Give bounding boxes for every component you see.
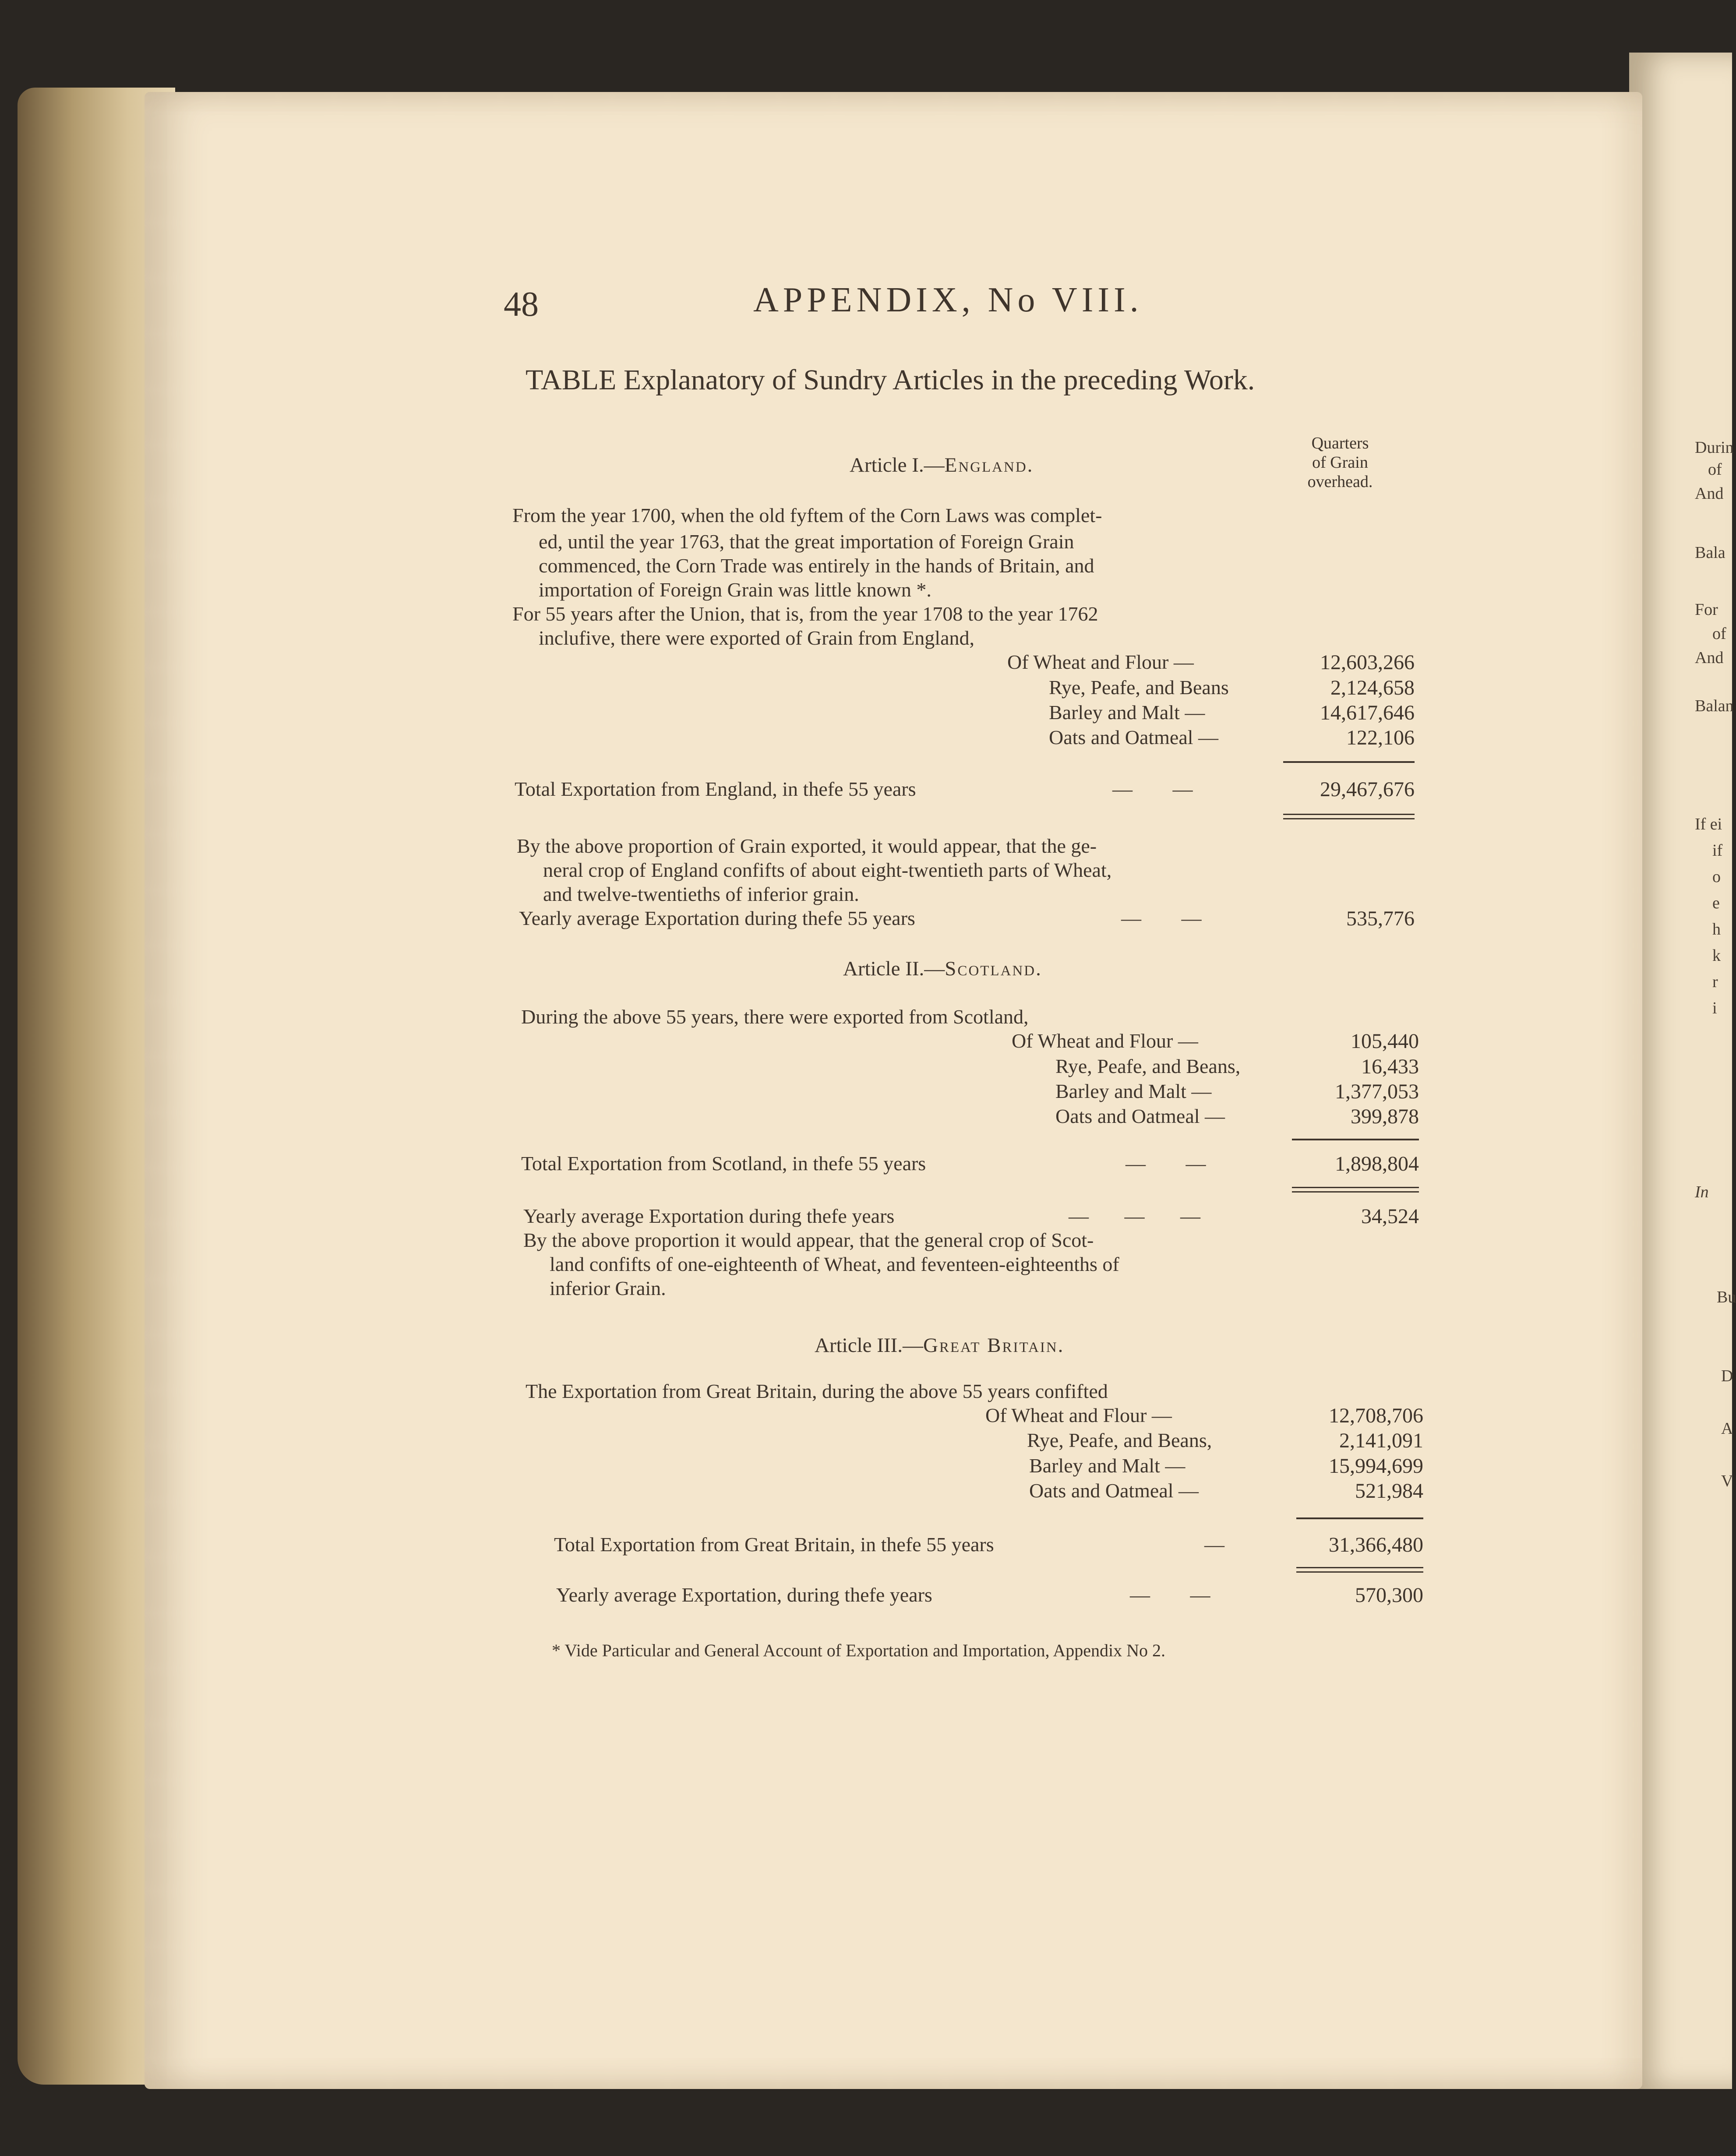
- table-row-value: 521,984: [1355, 1479, 1423, 1503]
- table-row-value: 2,124,658: [1330, 676, 1415, 699]
- table-row-label: Barley and Malt —: [1049, 701, 1205, 723]
- article-heading-prefix: Article II.—: [843, 957, 945, 980]
- paragraph-line: and twelve-twentieths of inferior grain.: [543, 883, 859, 905]
- table-row-value: 105,440: [1351, 1030, 1419, 1053]
- facing-page-fragment: A: [1721, 1419, 1733, 1438]
- facing-page-fragment: V: [1721, 1472, 1733, 1490]
- facing-page-fragment: And: [1695, 484, 1724, 503]
- average-dashes: — —: [1130, 1584, 1210, 1606]
- average-value: 570,300: [1355, 1584, 1423, 1607]
- total-value: 1,898,804: [1335, 1152, 1419, 1175]
- paragraph-line: During the above 55 years, there were exported from Scotland,: [521, 1006, 1029, 1028]
- paragraph-line: From the year 1700, when the old fyftem of the Corn Laws was complet-: [512, 504, 1102, 526]
- facing-page-fragment: If ei: [1695, 815, 1722, 833]
- facing-page-fragment: h: [1712, 920, 1721, 939]
- paragraph-line: inferior Grain.: [550, 1277, 666, 1299]
- table-row-value: 12,708,706: [1329, 1404, 1423, 1427]
- table-row-value: 15,994,699: [1329, 1454, 1423, 1478]
- paragraph-line: commenced, the Corn Trade was entirely in the hands of Britain, and: [539, 554, 1094, 577]
- total-label: Total Exportation from England, in thefe 55 years: [515, 778, 916, 800]
- facing-page-fragment: Durin: [1695, 438, 1734, 457]
- article-heading-name: Great Britain.: [923, 1334, 1065, 1357]
- table-row-label: Oats and Oatmeal —: [1055, 1105, 1225, 1127]
- facing-page-fragment: o: [1712, 868, 1721, 886]
- article-2-heading: [843, 957, 1042, 981]
- paragraph-line: ed, until the year 1763, that the great importation of Foreign Grain: [539, 530, 1074, 553]
- total-rule: [1292, 1187, 1419, 1188]
- table-row-label: Oats and Oatmeal —: [1029, 1479, 1199, 1502]
- table-row-label: Rye, Peafe, and Beans,: [1055, 1055, 1241, 1077]
- table-row-value: 122,106: [1346, 726, 1415, 749]
- table-row-label: Rye, Peafe, and Beans,: [1027, 1429, 1212, 1451]
- paragraph-line: importation of Foreign Grain was little known *.: [539, 579, 932, 601]
- table-row-label: Of Wheat and Flour —: [1012, 1030, 1198, 1052]
- total-rule: [1283, 814, 1415, 815]
- facing-page: [1629, 53, 1736, 2089]
- article-3-heading: [815, 1334, 1064, 1357]
- table-row-value: 12,603,266: [1320, 651, 1415, 674]
- table-row-value: 399,878: [1351, 1105, 1419, 1128]
- total-label: Total Exportation from Great Britain, in thefe 55 years: [554, 1533, 994, 1556]
- table-row-value: 16,433: [1361, 1055, 1419, 1078]
- table-row-label: Oats and Oatmeal —: [1049, 726, 1219, 748]
- facing-page-fragment: e: [1712, 894, 1720, 912]
- article-heading-name: Scotland.: [945, 957, 1042, 980]
- facing-page-fragment: of: [1708, 460, 1722, 479]
- facing-page-fragment: For: [1695, 600, 1718, 619]
- table-row-label: Of Wheat and Flour —: [1007, 651, 1194, 673]
- article-1-heading: [850, 453, 1034, 477]
- table-row-value: 2,141,091: [1339, 1429, 1423, 1452]
- facing-page-fragment: i: [1712, 999, 1717, 1017]
- table-row-value: 14,617,646: [1320, 701, 1415, 724]
- table-row-value: 1,377,053: [1335, 1080, 1419, 1103]
- total-rule: [1283, 818, 1415, 819]
- facing-page-fragment: k: [1712, 946, 1721, 965]
- page-number: 48: [504, 285, 539, 324]
- average-value: 535,776: [1346, 907, 1415, 930]
- total-rule: [1296, 1571, 1423, 1573]
- paragraph-line: By the above proportion of Grain exported, it would appear, that the ge-: [517, 835, 1097, 857]
- article-heading-prefix: Article III.—: [815, 1334, 923, 1357]
- paragraph-line: neral crop of England confifts of about eight-twentieth parts of Wheat,: [543, 859, 1112, 881]
- facing-page-fragment: r: [1712, 973, 1718, 991]
- facing-page-fragment: Balan: [1695, 697, 1734, 715]
- average-label: Yearly average Exportation during thefe 55 years: [519, 907, 915, 929]
- paragraph-line: For 55 years after the Union, that is, from the year 1708 to the year 1762: [512, 603, 1098, 625]
- footnote: * Vide Particular and General Account of Exportation and Importation, Appendix No 2.: [552, 1641, 1165, 1660]
- total-label: Total Exportation from Scotland, in thefe 55 years: [521, 1152, 926, 1175]
- sum-rule: [1292, 1139, 1419, 1140]
- total-rule: [1292, 1191, 1419, 1193]
- page-title: TABLE Explanatory of Sundry Articles in the preceding Work.: [526, 364, 1255, 396]
- paragraph-line: inclufive, there were exported of Grain from England,: [539, 627, 974, 649]
- sum-rule: [1296, 1517, 1423, 1519]
- total-rule: [1296, 1567, 1423, 1568]
- sum-rule: [1283, 761, 1415, 763]
- table-row-label: Barley and Malt —: [1029, 1454, 1186, 1477]
- total-dashes: —: [1204, 1533, 1224, 1556]
- paragraph-line: The Exportation from Great Britain, during the above 55 years confifted: [526, 1380, 1108, 1402]
- table-row-label: Of Wheat and Flour —: [985, 1404, 1172, 1426]
- facing-page-fragment: D: [1721, 1367, 1733, 1385]
- running-head: APPENDIX, No VIII.: [753, 281, 1143, 319]
- average-dashes: — — —: [1069, 1205, 1200, 1227]
- column-header-line: Quarters: [1311, 434, 1369, 452]
- facing-page-fragment: if: [1712, 841, 1723, 860]
- average-label: Yearly average Exportation, during thefe years: [556, 1584, 932, 1606]
- article-heading-prefix: Article I.—: [850, 454, 945, 476]
- facing-page-fragment: of: [1712, 625, 1726, 643]
- total-dashes: — —: [1112, 778, 1193, 800]
- average-value: 34,524: [1361, 1205, 1419, 1228]
- table-row-label: Rye, Peafe, and Beans: [1049, 676, 1229, 699]
- facing-page-fragment: Bala: [1695, 543, 1725, 562]
- average-label: Yearly average Exportation during thefe years: [523, 1205, 895, 1227]
- average-dashes: — —: [1121, 907, 1202, 929]
- facing-page-fragment: In: [1695, 1183, 1709, 1201]
- article-heading-name: England.: [944, 454, 1034, 476]
- column-header-line: overhead.: [1307, 473, 1373, 491]
- facing-page-fragment: And: [1695, 649, 1724, 667]
- column-header: [1288, 434, 1393, 491]
- total-value: 29,467,676: [1320, 778, 1415, 801]
- paragraph-line: land confifts of one-eighteenth of Wheat, and feventeen-eighteenths of: [550, 1253, 1119, 1275]
- paragraph-line: By the above proportion it would appear, that the general crop of Scot-: [523, 1229, 1094, 1251]
- facing-page-fragment: Bu: [1717, 1288, 1736, 1306]
- column-header-line: of Grain: [1312, 453, 1368, 472]
- table-row-label: Barley and Malt —: [1055, 1080, 1212, 1102]
- total-dashes: — —: [1126, 1152, 1206, 1175]
- total-value: 31,366,480: [1329, 1533, 1423, 1556]
